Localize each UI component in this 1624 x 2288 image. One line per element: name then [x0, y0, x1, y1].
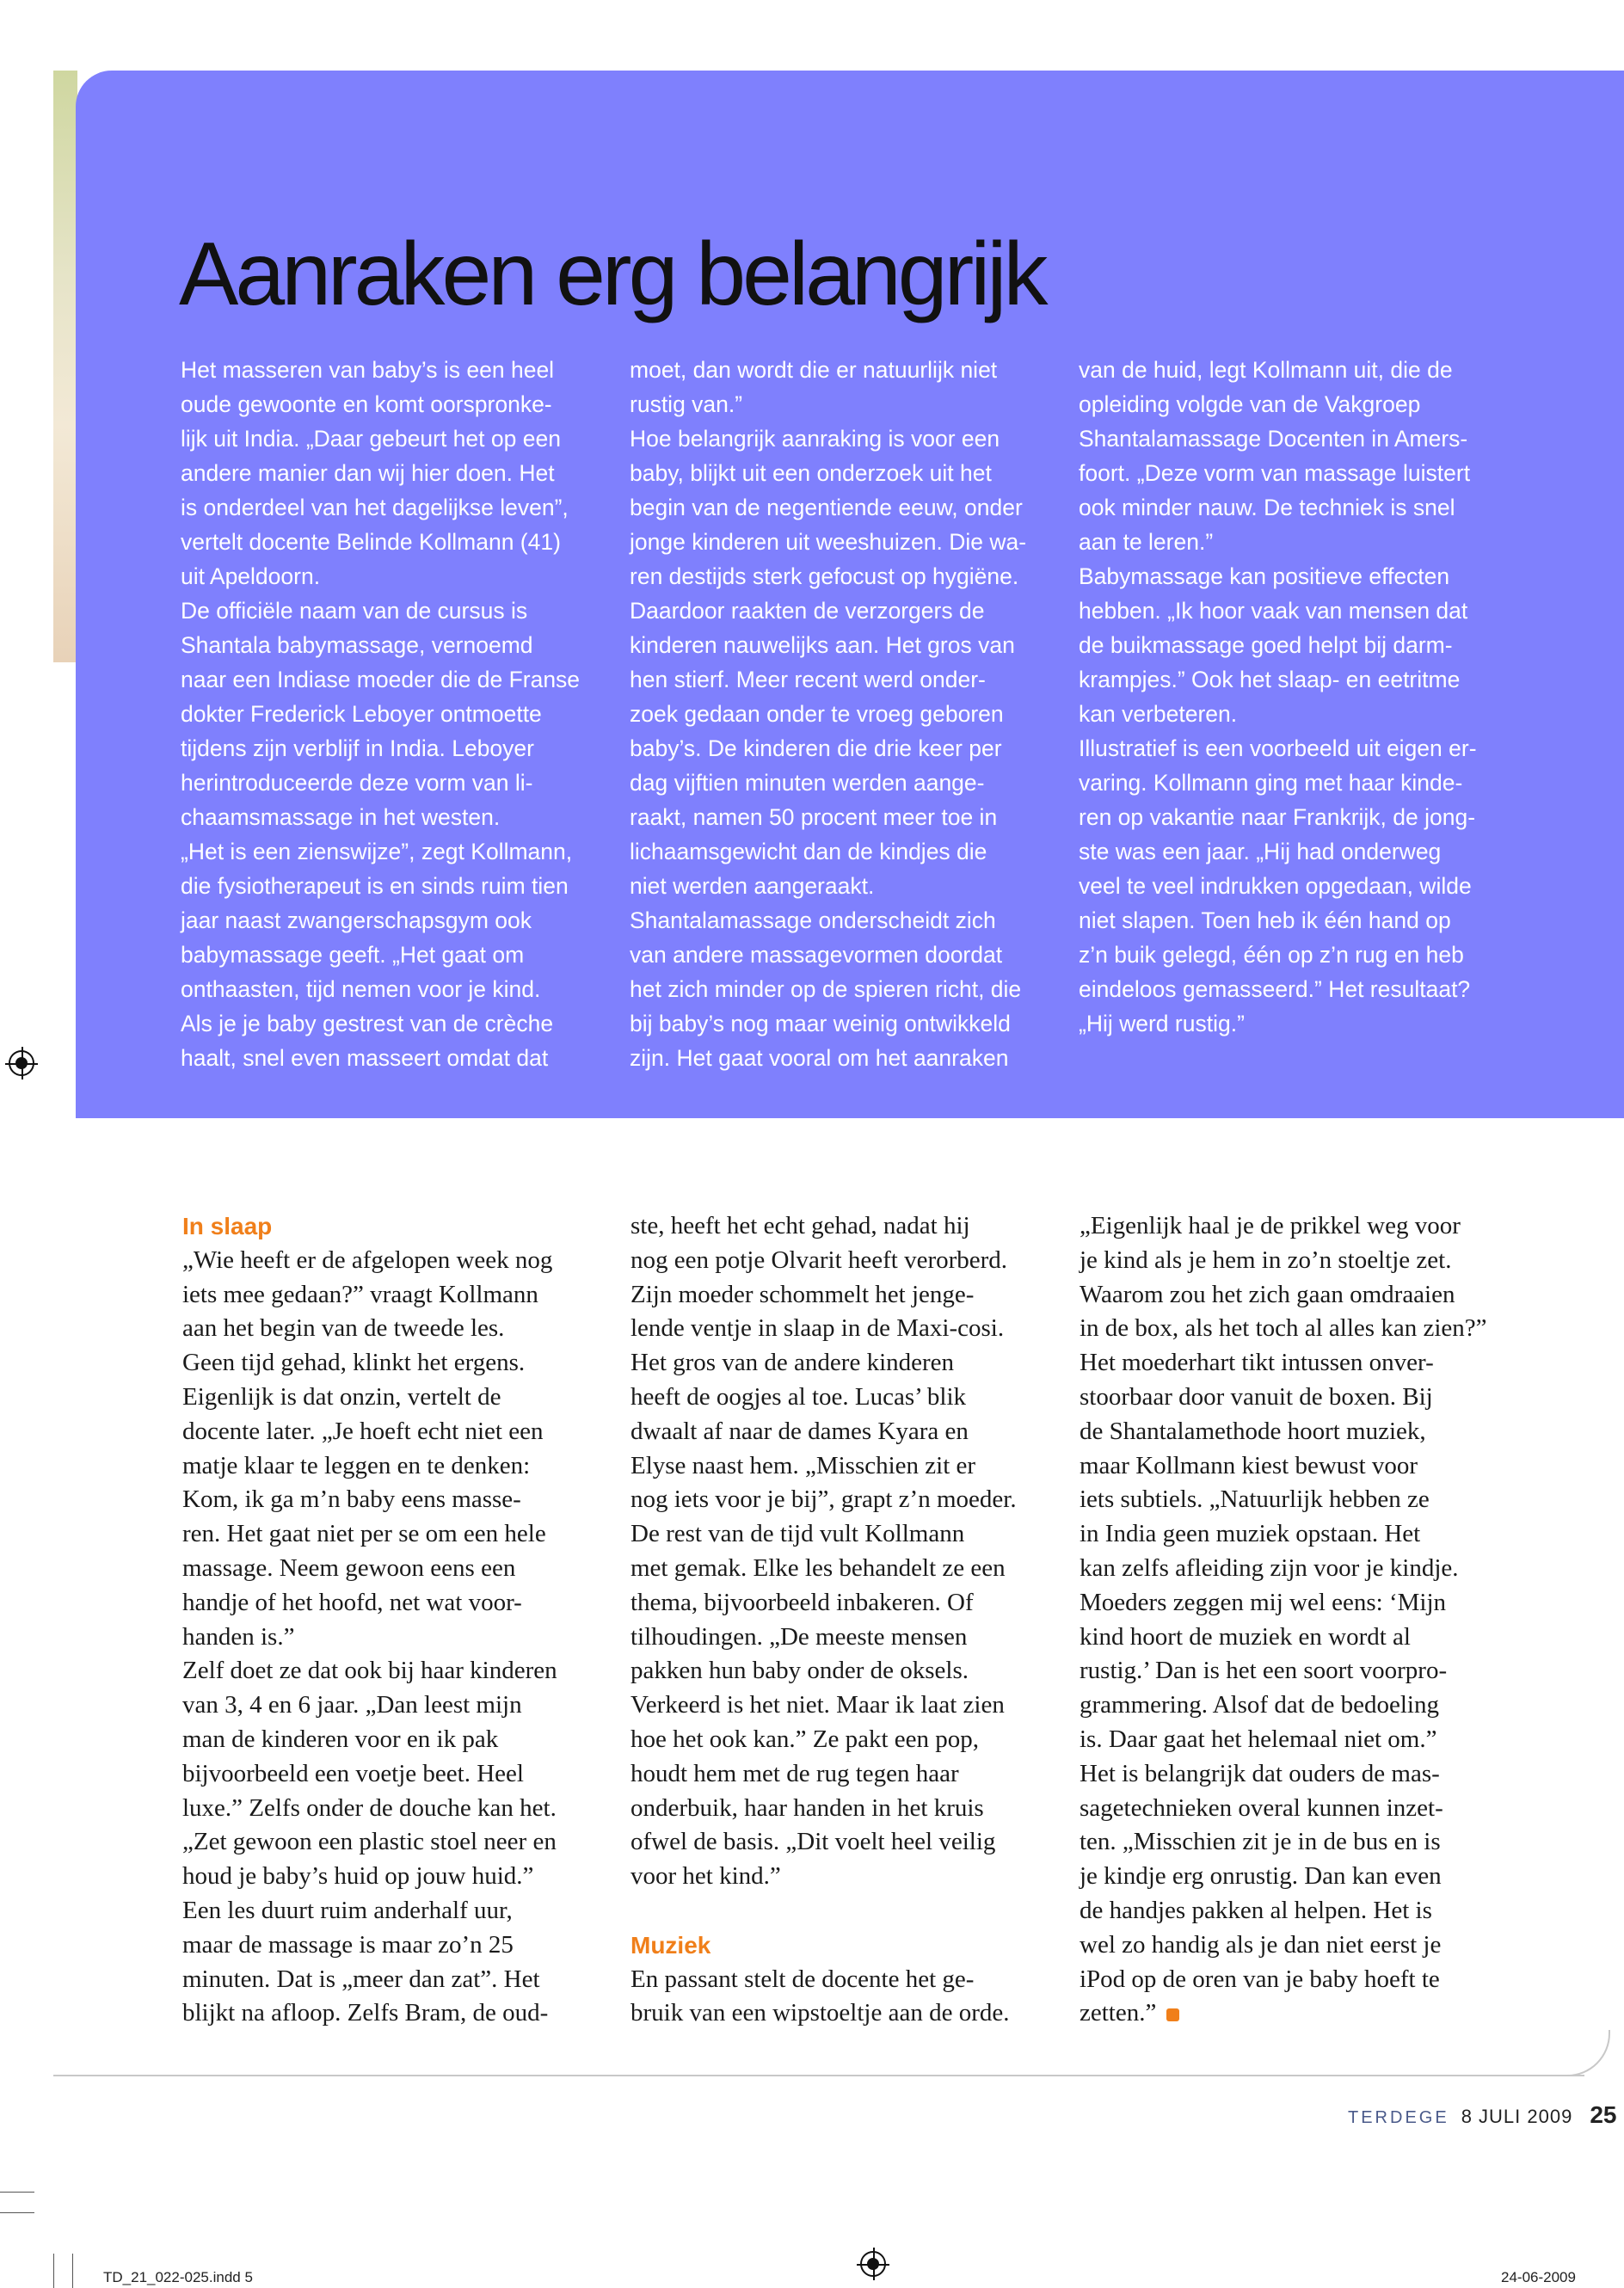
text-line: hoe het ook kan.” Ze pakt een pop, — [631, 1725, 980, 1753]
text-line: „Zet gewoon een plastic stoel neer en — [182, 1828, 557, 1856]
magazine-name: TERDEGE — [1348, 2108, 1449, 2127]
text-line: opleiding volgde van de Vakgroep — [1079, 391, 1421, 417]
text-line: lende ventje in slaap in de Maxi-cosi. — [631, 1314, 1005, 1343]
last-line — [1080, 1996, 1527, 2031]
text-line: man de kinderen voor en ik pak — [182, 1725, 499, 1753]
text-line: grammering. Alsof dat de bedoeling — [1080, 1691, 1439, 1719]
text-line: hebben. „Ik hoor vaak van mensen dat — [1079, 598, 1468, 624]
text-line: „Eigenlijk haal je de prikkel weg voor — [1080, 1212, 1461, 1239]
text-line: maar de massage is maar zo’n 25 — [182, 1930, 514, 1959]
text-line: tijdens zijn verblijf in India. Leboyer — [181, 735, 534, 761]
text-line: jaar naast zwangerschapsgym ook — [181, 907, 532, 933]
text-line: ren destijds sterk gefocust op hygiëne. — [630, 563, 1019, 589]
text-line: Kom, ik ga m’n baby eens masse- — [182, 1485, 521, 1514]
text-line: dokter Frederick Leboyer ontmoette — [181, 701, 542, 727]
text-line: tilhoudingen. „De meeste mensen — [631, 1622, 968, 1651]
text-line: moet, dan wordt die er natuurlijk niet — [630, 357, 998, 383]
intro-column-3 — [1079, 353, 1513, 1041]
text-line: handen is.” — [182, 1622, 295, 1651]
text-line: rustig van.” — [630, 391, 743, 417]
body-column-1 — [182, 1209, 630, 2031]
text-line: De rest van de tijd vult Kollmann — [631, 1520, 965, 1548]
text-line: bruik van een wipstoeltje aan de orde. — [631, 1999, 1010, 2027]
text-line: in India geen muziek opstaan. Het — [1080, 1520, 1421, 1548]
text-line: Moeders zeggen mij wel eens: ‘Mijn — [1080, 1588, 1447, 1616]
text-line: eindeloos gemasseerd.” Het resultaat? — [1079, 976, 1471, 1002]
text-line: voor het kind.” — [631, 1862, 781, 1891]
text-line: z’n buik gelegd, één op z’n rug en heb — [1079, 942, 1464, 968]
text-line: Babymassage kan positieve effecten — [1079, 563, 1450, 589]
text-line: ook minder nauw. De techniek is snel — [1079, 495, 1455, 520]
text-line: is. Daar gaat het helemaal niet om.” — [1080, 1725, 1437, 1753]
text-line: Zelf doet ze dat ook bij haar kinderen — [182, 1657, 557, 1685]
body-column-3-text — [1080, 1209, 1527, 1996]
text-line: kan verbeteren. — [1079, 701, 1238, 727]
text-line: Elyse naast hem. „Misschien zit er — [631, 1451, 976, 1479]
body-column-2-text — [631, 1209, 1078, 1894]
text-line: krampjes.” Ook het slaap- en eetritme — [1079, 667, 1461, 692]
text-line: „Hij werd rustig.” — [1079, 1011, 1245, 1036]
text-line: Eigenlijk is dat onzin, vertelt de — [182, 1382, 501, 1411]
text-line: aan het begin van de tweede les. — [182, 1314, 505, 1343]
text-line: heeft de oogjes al toe. Lucas’ blik — [631, 1382, 967, 1411]
text-line: Het gros van de andere kinderen — [631, 1349, 955, 1377]
text-line: houdt hem met de rug tegen haar — [631, 1759, 959, 1787]
text-line: Daardoor raakten de verzorgers de — [630, 598, 985, 624]
text-line: oude gewoonte en komt oorspronke- — [181, 391, 552, 417]
registration-mark-icon — [9, 1050, 34, 1076]
text-line: herintroduceerde deze vorm van li- — [181, 770, 533, 796]
text-line: Het is belangrijk dat ouders de mas- — [1080, 1759, 1440, 1787]
text-line: niet werden aangeraakt. — [630, 873, 875, 899]
text-line: ste, heeft het echt gehad, nadat hij — [631, 1212, 970, 1239]
text-line: Zijn moeder schommelt het jenge- — [631, 1280, 975, 1308]
paragraph-gap — [631, 1894, 1078, 1928]
text-line: babymassage geeft. „Het gaat om — [181, 942, 525, 968]
text-line: dag vijftien minuten werden aange- — [630, 770, 985, 796]
text-line: nog iets voor je bij”, grapt z’n moeder. — [631, 1485, 1017, 1514]
text-line: naar een Indiase moeder die de Franse — [181, 667, 581, 692]
crop-mark — [0, 2192, 34, 2193]
text-line: „Het is een zienswijze”, zegt Kollmann, — [181, 839, 573, 864]
text-line: luxe.” Zelfs onder de douche kan het. — [182, 1793, 557, 1822]
text-line: ofwel de basis. „Dit voelt heel veilig — [631, 1828, 996, 1856]
text-line: Als je je baby gestrest van de crèche — [181, 1011, 554, 1036]
text-line: die fysiotherapeut is en sinds ruim tien — [181, 873, 569, 899]
body-column-2 — [631, 1209, 1078, 2031]
crop-mark — [72, 2254, 73, 2288]
text-line: raakt, namen 50 procent meer toe in — [630, 804, 998, 830]
text-line: matje klaar te leggen en te denken: — [182, 1451, 531, 1479]
issue-date: 8 JULI 2009 — [1461, 2106, 1573, 2127]
text-line: ren op vakantie naar Frankrijk, de jong- — [1079, 804, 1476, 830]
text-line: nog een potje Olvarit heeft verorberd. — [631, 1245, 1008, 1274]
text-line: de Shantalamethode hoort muziek, — [1080, 1417, 1426, 1445]
text-line: van 3, 4 en 6 jaar. „Dan leest mijn — [182, 1691, 522, 1719]
headline: Aanraken erg belangrijk — [179, 224, 1045, 324]
text-line: Verkeerd is het niet. Maar ik laat zien — [631, 1691, 1005, 1719]
text-line: iPod op de oren van je baby hoeft te — [1080, 1965, 1440, 1993]
text-line: hen stierf. Meer recent werd onder- — [630, 667, 986, 692]
subhead-in-slaap: In slaap — [182, 1213, 273, 1239]
text-line: kan zelfs afleiding zijn voor je kindje. — [1080, 1553, 1459, 1582]
text-line: jonge kinderen uit weeshuizen. Die wa- — [630, 529, 1027, 555]
text-line: uit Apeldoorn. — [181, 563, 321, 589]
text-line: zoek gedaan onder te vroeg geboren — [630, 701, 1004, 727]
text-line: docente later. „Je hoeft echt niet een — [182, 1417, 544, 1445]
text-line: minuten. Dat is „meer dan zat”. Het — [182, 1965, 540, 1993]
text-line: chaamsmassage in het westen. — [181, 804, 501, 830]
text-line: haalt, snel even masseert omdat dat — [181, 1045, 549, 1071]
text-line: lijk uit India. „Daar gebeurt het op een — [181, 426, 561, 452]
text-line: Shantalamassage onderscheidt zich — [630, 907, 996, 933]
subhead-muziek: Muziek — [631, 1931, 711, 1959]
text-line: iets subtiels. „Natuurlijk hebben ze — [1080, 1485, 1430, 1514]
text-line: Het moederhart tikt intussen onver- — [1080, 1349, 1434, 1377]
text-line: je kind als je hem in zo’n stoeltje zet. — [1080, 1245, 1452, 1274]
page-number: 25 — [1590, 2101, 1617, 2128]
text-line: het zich minder op de spieren richt, die — [630, 976, 1022, 1002]
text-line: stoorbaar door vanuit de boxen. Bij — [1080, 1382, 1433, 1411]
folio — [1348, 2101, 1616, 2129]
text-line: vertelt docente Belinde Kollmann (41) — [181, 529, 561, 555]
text-line: lichaamsgewicht dan de kindjes die — [630, 839, 987, 864]
text-line: Geen tijd gehad, klinkt het ergens. — [182, 1349, 526, 1377]
text-line: bijvoorbeeld een voetje beet. Heel — [182, 1759, 524, 1787]
text-line: rustig.’ Dan is het een soort voorpro- — [1080, 1657, 1448, 1685]
text-line: wel zo handig als je dan niet eerst je — [1080, 1930, 1442, 1959]
closing-text: zetten.” — [1080, 1999, 1157, 2027]
bottom-rule — [53, 2075, 1584, 2076]
text-line: dwaalt af naar de dames Kyara en — [631, 1417, 969, 1445]
body-column-1-text — [182, 1244, 630, 2031]
text-line: in de box, als het toch al alles kan zien?” — [1080, 1314, 1487, 1343]
crop-mark — [53, 2254, 54, 2288]
text-line: iets mee gedaan?” vraagt Kollmann — [182, 1280, 538, 1308]
body-column-2-text-after — [631, 1963, 1078, 2032]
text-line: kind hoort de muziek en wordt al — [1080, 1622, 1411, 1651]
text-line: baby’s. De kinderen die drie keer per — [630, 735, 1002, 761]
text-line: „Wie heeft er de afgelopen week nog — [182, 1245, 553, 1274]
intro-column-1 — [181, 353, 615, 1075]
text-line: Een les duurt ruim anderhalf uur, — [182, 1896, 513, 1924]
text-line: je kindje erg onrustig. Dan kan even — [1080, 1862, 1442, 1891]
text-line: maar Kollmann kiest bewust voor — [1080, 1451, 1418, 1479]
text-line: pakken hun baby onder de oksels. — [631, 1657, 969, 1685]
photo-edge — [53, 71, 77, 662]
slug-date: 24-06-2009 — [1501, 2269, 1576, 2285]
text-line: van andere massagevormen doordat — [630, 942, 1003, 968]
slug-file: TD_21_022-025.indd 5 — [103, 2269, 253, 2285]
text-line: Waarom zou het zich gaan omdraaien — [1080, 1280, 1455, 1308]
text-line: ste was een jaar. „Hij had onderweg — [1079, 839, 1442, 864]
text-line: met gemak. Elke les behandelt ze een — [631, 1553, 1006, 1582]
text-line: foort. „Deze vorm van massage luistert — [1079, 460, 1471, 486]
crop-mark — [0, 2212, 34, 2213]
text-line: de handjes pakken al helpen. Het is — [1080, 1896, 1432, 1924]
text-line: bij baby’s nog maar weinig ontwikkeld — [630, 1011, 1011, 1036]
text-line: niet slapen. Toen heb ik één hand op — [1079, 907, 1451, 933]
text-line: blijkt na afloop. Zelfs Bram, de oud- — [182, 1999, 549, 2027]
text-line: kinderen nauwelijks aan. Het gros van — [630, 632, 1015, 658]
intro-column-2 — [630, 353, 1064, 1075]
body-column-3 — [1080, 1209, 1527, 2031]
text-line: En passant stelt de docente het ge- — [631, 1965, 975, 1993]
text-line: Hoe belangrijk aanraking is voor een — [630, 426, 1000, 452]
end-of-article-icon — [1166, 2008, 1179, 2021]
text-line: De officiële naam van de cursus is — [181, 598, 528, 624]
registration-mark-icon — [860, 2251, 886, 2277]
text-line: Shantala babymassage, vernoemd — [181, 632, 533, 658]
text-line: is onderdeel van het dagelijkse leven”, — [181, 495, 569, 520]
text-line: onthaasten, tijd nemen voor je kind. — [181, 976, 541, 1002]
text-line: zijn. Het gaat vooral om het aanraken — [630, 1045, 1009, 1071]
text-line: houd je baby’s huid op jouw huid.” — [182, 1862, 534, 1891]
text-line: massage. Neem gewoon eens een — [182, 1553, 516, 1582]
text-line: sagetechnieken overal kunnen inzet- — [1080, 1793, 1443, 1822]
text-line: van de huid, legt Kollmann uit, die de — [1079, 357, 1453, 383]
text-line: begin van de negentiende eeuw, onder — [630, 495, 1023, 520]
text-line: veel te veel indrukken opgedaan, wilde — [1079, 873, 1472, 899]
text-line: ten. „Misschien zit je in de bus en is — [1080, 1828, 1441, 1856]
text-line: Illustratief is een voorbeeld uit eigen er- — [1079, 735, 1477, 761]
bottom-corner-curve — [1540, 2030, 1610, 2076]
text-line: andere manier dan wij hier doen. Het — [181, 460, 555, 486]
text-line: ren. Het gaat niet per se om een hele — [182, 1520, 546, 1548]
text-line: onderbuik, haar handen in het kruis — [631, 1793, 984, 1822]
text-line: handje of het hoofd, net wat voor- — [182, 1588, 522, 1616]
text-line: Shantalamassage Docenten in Amers- — [1079, 426, 1468, 452]
text-line: baby, blijkt uit een onderzoek uit het — [630, 460, 992, 486]
text-line: aan te leren.” — [1079, 529, 1214, 555]
text-line: varing. Kollmann ging met haar kinde- — [1079, 770, 1463, 796]
text-line: de buikmassage goed helpt bij darm- — [1079, 632, 1453, 658]
text-line: Het masseren van baby’s is een heel — [181, 357, 555, 383]
text-line: thema, bijvoorbeeld inbakeren. Of — [631, 1588, 974, 1616]
